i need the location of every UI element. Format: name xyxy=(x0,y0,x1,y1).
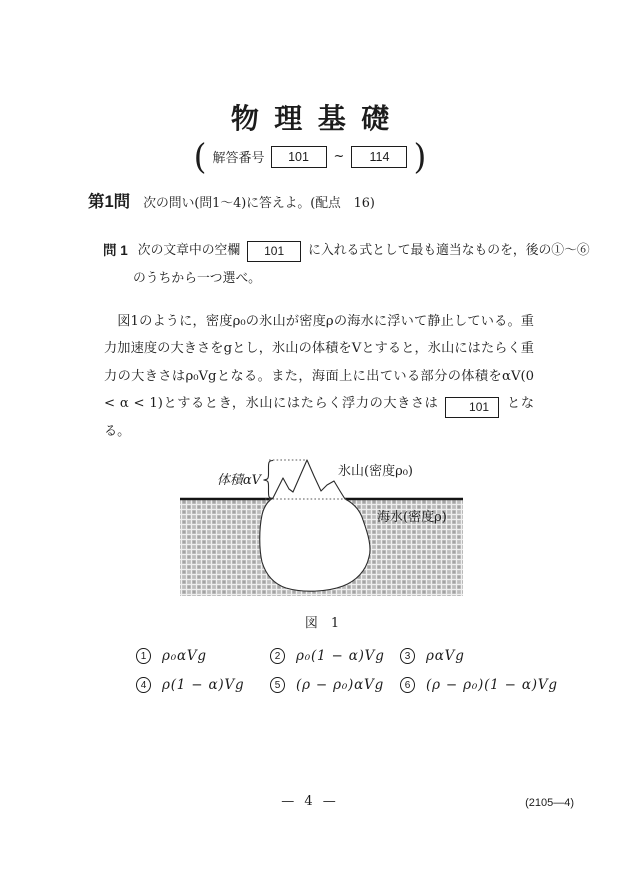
iceberg-label: 氷山(密度ρ₀) xyxy=(338,464,413,479)
passage xyxy=(104,308,534,446)
passage-text-after: となる。 xyxy=(104,396,535,440)
option-3 xyxy=(400,646,465,666)
option-3-formula: ραVg xyxy=(426,648,465,664)
question-1-label: 問 1 xyxy=(103,243,128,258)
volume-label: 体積αV xyxy=(216,473,261,488)
seawater-label: 海水(密度ρ) xyxy=(377,510,447,525)
page-number: — 4 — xyxy=(281,794,339,809)
option-1 xyxy=(136,646,207,666)
option-4-formula: ρ(1 − α)Vg xyxy=(162,677,245,693)
option-6-formula: (ρ − ρ₀)(1 − α)Vg xyxy=(426,677,558,693)
answer-options xyxy=(136,646,556,706)
section-heading xyxy=(88,188,375,212)
option-4 xyxy=(136,675,244,695)
question-1-line1 xyxy=(103,237,590,265)
option-5-circled-number: 5 xyxy=(270,677,285,694)
answer-number-label: 解答番号 xyxy=(212,151,265,166)
close-paren: ) xyxy=(413,136,427,177)
option-2 xyxy=(270,646,385,666)
print-code: (2105—4) xyxy=(525,797,574,809)
tilde-separator: ~ xyxy=(333,149,345,164)
option-2-formula: ρ₀(1 − α)Vg xyxy=(296,648,385,664)
option-4-circled-number: 4 xyxy=(136,677,151,694)
figure-caption: 図 1 xyxy=(304,616,340,631)
volume-brace xyxy=(264,461,274,499)
option-5 xyxy=(270,675,384,695)
open-paren: ( xyxy=(193,136,207,177)
figure-iceberg-diagram xyxy=(176,444,468,606)
page-title: 物理基礎 xyxy=(230,102,405,135)
question-1-text-before: 次の文章中の空欄 xyxy=(137,243,241,258)
option-3-circled-number: 3 xyxy=(400,648,415,665)
answer-number-end-box: 114 xyxy=(351,146,407,168)
option-1-circled-number: 1 xyxy=(136,648,151,665)
section-label: 第1問 xyxy=(88,193,131,211)
question-1-answer-box: 101 xyxy=(247,241,301,262)
option-1-formula: ρ₀αVg xyxy=(162,648,207,664)
question-1 xyxy=(103,237,590,293)
option-5-formula: (ρ − ρ₀)αVg xyxy=(296,677,385,693)
passage-answer-box: 101 xyxy=(445,397,499,418)
question-1-line2: のうちから一つ選べ。 xyxy=(133,271,261,286)
iceberg-shape xyxy=(260,460,370,591)
passage-text-before: 図1のように，密度ρ₀の氷山が密度ρの海水に浮いて静止している。重力加速度の大きさをgとし，氷山の体積をVとすると，氷山にはたらく重力の大きさはρ₀Vgとなる。また，海面上に出ている部分の体積をαV(0 < α < 1)とするとき，氷山にはたらく浮力の大きさは xyxy=(104,314,534,412)
answer-number-range xyxy=(0,136,620,177)
question-1-text-after: に入れる式として最も適当なものを，後の①～⑥ xyxy=(308,243,590,258)
option-6-circled-number: 6 xyxy=(400,677,415,694)
section-instruction: 次の問い(問1～4)に答えよ。(配点 16) xyxy=(143,196,375,211)
answer-number-start-box: 101 xyxy=(271,146,327,168)
option-2-circled-number: 2 xyxy=(270,648,285,665)
option-6 xyxy=(400,675,558,695)
